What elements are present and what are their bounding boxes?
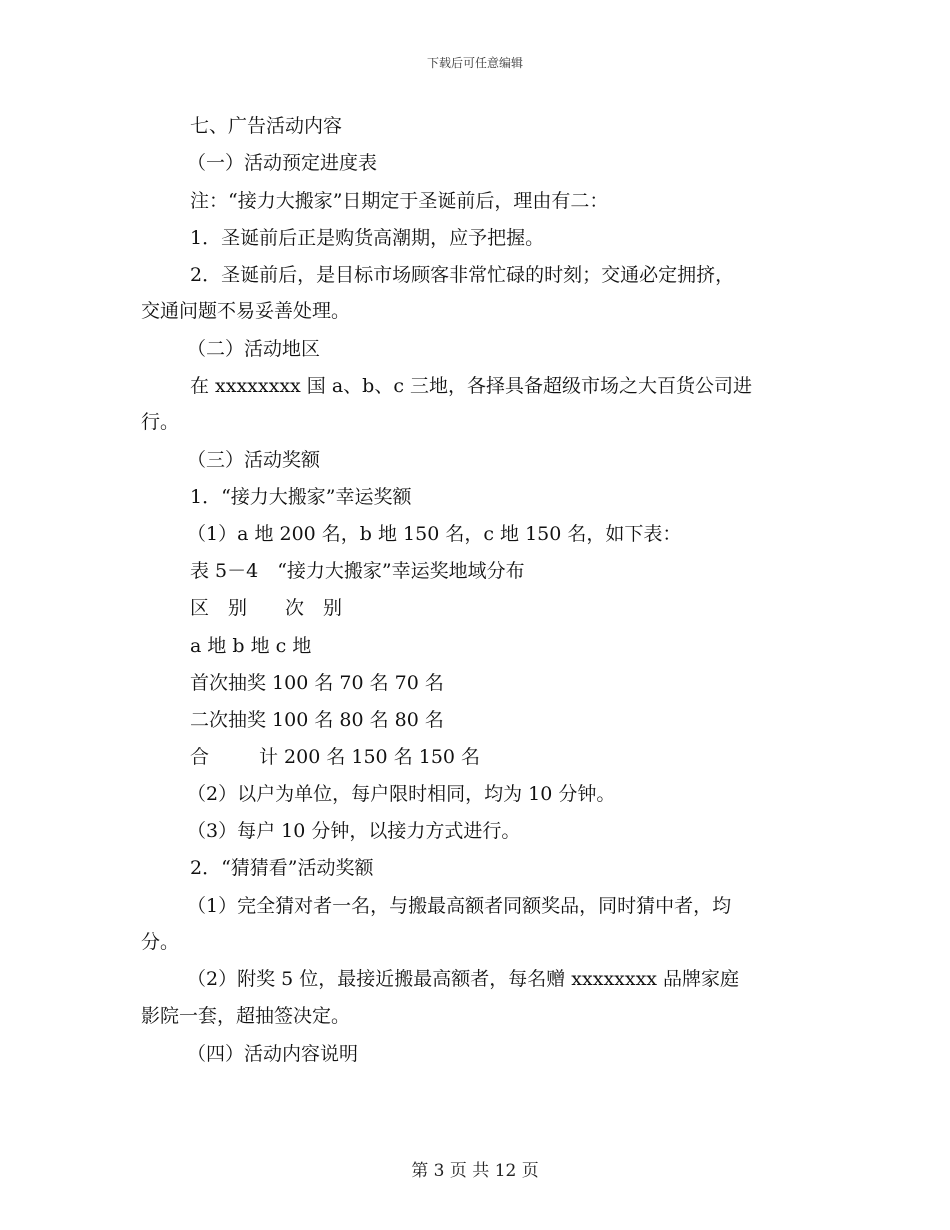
prize-item-2-sub1-line2: 分。	[141, 931, 180, 953]
section-heading-7: 七、广告活动内容	[190, 115, 343, 137]
prize-item-2-sub1-line1: （1）完全猜对者一名，与搬最高额者同额奖品，同时猜中者，均	[187, 895, 732, 917]
prize-item-1: 1．“接力大搬家”幸运奖额	[190, 486, 412, 508]
reason-2-line2: 交通问题不易妥善处理。	[141, 300, 351, 322]
subheading-schedule: （一）活动预定进度表	[187, 152, 378, 174]
table-caption: 表 5－4 “接力大搬家”幸运奖地域分布	[190, 560, 525, 582]
table-header-2: a 地 b 地 c 地	[190, 635, 312, 657]
prize-item-2-sub2-line1: （2）附奖 5 位，最接近搬最高额者，每名赠 xxxxxxxx 品牌家庭	[187, 968, 740, 990]
prize-item-1-sub2: （2）以户为单位，每户限时相同，均为 10 分钟。	[187, 783, 616, 805]
prize-item-1-sub3: （3）每户 10 分钟，以接力方式进行。	[187, 820, 521, 842]
page-footer: 第 3 页 共 12 页	[411, 1161, 539, 1181]
table-row: 首次抽奖 100 名 70 名 70 名	[190, 672, 444, 694]
table-total-values: 计 200 名 150 名 150 名	[259, 746, 481, 768]
table-header-1: 区 别 次 别	[190, 597, 343, 619]
reason-2-line1: 2．圣诞前后，是目标市场顾客非常忙碌的时刻；交通必定拥挤，	[190, 264, 735, 286]
region-text-line2: 行。	[141, 411, 180, 433]
subheading-content: （四）活动内容说明	[187, 1043, 359, 1065]
region-text-line1: 在 xxxxxxxx 国 a、b、c 三地，各择具备超级市场之大百货公司进	[190, 375, 753, 397]
prize-item-2-sub2-line2: 影院一套，超抽签决定。	[141, 1005, 351, 1027]
table-total-label: 合	[190, 746, 210, 768]
prize-item-1-sub1: （1）a 地 200 名，b 地 150 名，c 地 150 名，如下表：	[187, 523, 682, 545]
subheading-prizes: （三）活动奖额	[187, 449, 321, 471]
reason-1: 1．圣诞前后正是购货高潮期，应予把握。	[190, 227, 545, 249]
note-line: 注：“接力大搬家”日期定于圣诞前后，理由有二：	[190, 190, 609, 212]
prize-item-2: 2．“猜猜看”活动奖额	[190, 857, 374, 879]
page-header: 下载后可任意编辑	[426, 56, 523, 70]
table-row: 二次抽奖 100 名 80 名 80 名	[190, 709, 444, 731]
subheading-region: （二）活动地区	[187, 338, 321, 360]
